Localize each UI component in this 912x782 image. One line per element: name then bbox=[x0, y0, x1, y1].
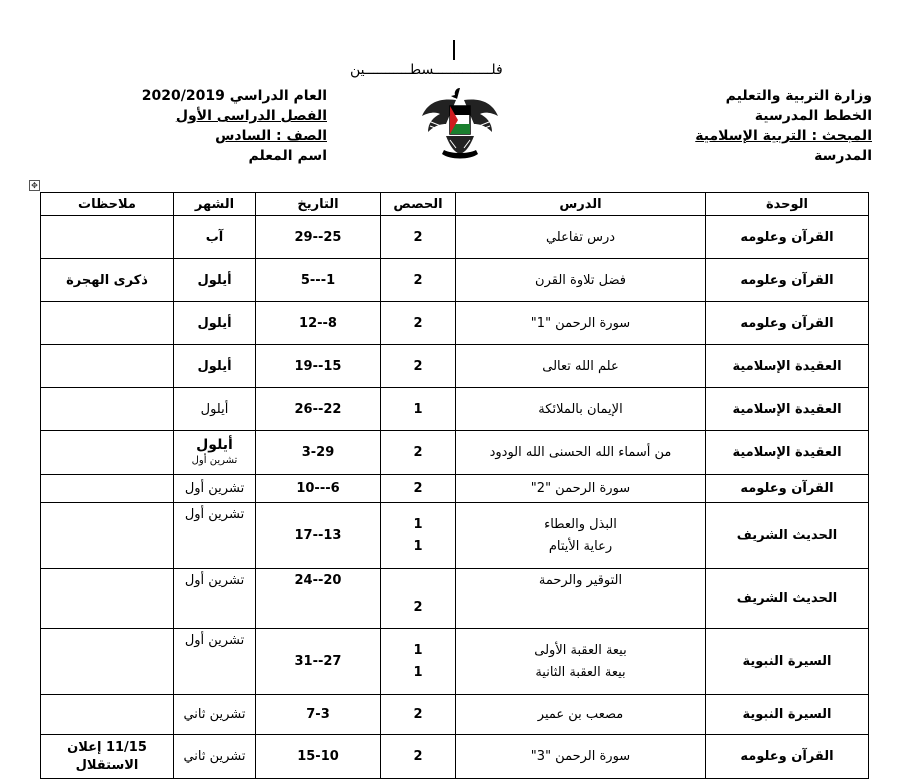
country-title: فلــــــــــــــسطـــــــــــين bbox=[350, 62, 503, 78]
school-label: المدرسة bbox=[814, 148, 872, 164]
periods-line: 1 bbox=[413, 664, 423, 680]
table-row bbox=[41, 629, 869, 695]
table-row bbox=[41, 388, 869, 431]
month-primary: أيلول bbox=[196, 436, 233, 453]
month-cell: تشرين ثاني bbox=[174, 695, 256, 735]
unit-cell: العقيدة الإسلامية bbox=[706, 388, 869, 431]
lesson-line: البذل والعطاء bbox=[544, 516, 617, 532]
notes-cell: 11/15 إعلان الاستقلال bbox=[41, 735, 174, 779]
periods-cell: 2 bbox=[381, 302, 456, 345]
unit-cell: القرآن وعلومه bbox=[706, 302, 869, 345]
lesson-cell: التوقير والرحمة bbox=[456, 569, 706, 629]
unit-cell: السيرة النبوية bbox=[706, 695, 869, 735]
date-cell: 29--25 bbox=[256, 216, 381, 259]
date-cell: 19--15 bbox=[256, 345, 381, 388]
lesson-cell bbox=[456, 629, 706, 695]
month-cell: أيلول bbox=[174, 259, 256, 302]
lesson-line: بيعة العقبة الأولى bbox=[534, 642, 627, 658]
periods-line: 1 bbox=[413, 516, 423, 532]
lesson-line: رعاية الأيتام bbox=[548, 538, 613, 554]
lesson-cell: علم الله تعالى bbox=[456, 345, 706, 388]
plan-title: الخطط المدرسية bbox=[754, 108, 872, 124]
column-header-notes: ملاحظات bbox=[41, 193, 174, 216]
table-header-row bbox=[41, 193, 869, 216]
periods-cell: 2 bbox=[381, 735, 456, 779]
date-cell: 24--20 bbox=[256, 569, 381, 629]
notes-cell bbox=[41, 388, 174, 431]
unit-cell: القرآن وعلومه bbox=[706, 475, 869, 503]
periods-cell: 2 bbox=[381, 695, 456, 735]
notes-cell bbox=[41, 302, 174, 345]
ministry-label: وزارة التربية والتعليم bbox=[725, 88, 872, 104]
month-cell: أيلول bbox=[174, 302, 256, 345]
column-header-date: التاريخ bbox=[256, 193, 381, 216]
notes-cell bbox=[41, 475, 174, 503]
lesson-line: بيعة العقبة الثانية bbox=[535, 664, 626, 680]
month-cell: أيلول bbox=[174, 345, 256, 388]
notes-cell: ذكرى الهجرة bbox=[41, 259, 174, 302]
teacher-label: اسم المعلم bbox=[248, 148, 327, 164]
table-row bbox=[41, 569, 869, 629]
notes-cell bbox=[41, 629, 174, 695]
date-cell: 31--27 bbox=[256, 629, 381, 695]
table-row bbox=[41, 431, 869, 475]
column-header-periods: الحصص bbox=[381, 193, 456, 216]
eagle-emblem-logo bbox=[420, 82, 500, 164]
date-cell: 5---1 bbox=[256, 259, 381, 302]
unit-cell: الحديث الشريف bbox=[706, 503, 869, 569]
periods-line: 1 bbox=[413, 538, 423, 554]
unit-cell: العقيدة الإسلامية bbox=[706, 345, 869, 388]
column-header-unit: الوحدة bbox=[706, 193, 869, 216]
periods-cell: 1 bbox=[381, 388, 456, 431]
unit-cell: القرآن وعلومه bbox=[706, 216, 869, 259]
month-secondary: تشرين أول bbox=[191, 454, 238, 466]
periods-cell: 2 bbox=[381, 569, 456, 629]
grade-label: الصف : السادس bbox=[215, 128, 327, 144]
periods-cell bbox=[381, 629, 456, 695]
date-cell: 15-10 bbox=[256, 735, 381, 779]
date-cell: 12--8 bbox=[256, 302, 381, 345]
table-row bbox=[41, 345, 869, 388]
notes-cell bbox=[41, 695, 174, 735]
table-row bbox=[41, 475, 869, 503]
table-row bbox=[41, 695, 869, 735]
month-cell: تشرين أول bbox=[174, 503, 256, 569]
unit-cell: السيرة النبوية bbox=[706, 629, 869, 695]
periods-cell: 2 bbox=[381, 259, 456, 302]
unit-cell: العقيدة الإسلامية bbox=[706, 431, 869, 475]
periods-line: 1 bbox=[413, 642, 423, 658]
lesson-cell bbox=[456, 503, 706, 569]
date-cell: 3-29 bbox=[256, 431, 381, 475]
lesson-cell: فضل تلاوة القرن bbox=[456, 259, 706, 302]
table-row bbox=[41, 259, 869, 302]
notes-cell bbox=[41, 569, 174, 629]
month-cell: تشرين أول bbox=[174, 569, 256, 629]
month-cell: آب bbox=[174, 216, 256, 259]
notes-cell bbox=[41, 503, 174, 569]
month-cell: أيلول bbox=[174, 388, 256, 431]
table-move-handle-icon[interactable]: ✥ bbox=[29, 180, 40, 191]
unit-cell: الحديث الشريف bbox=[706, 569, 869, 629]
academic-year: العام الدراسي 2020/2019 bbox=[141, 88, 327, 104]
unit-cell: القرآن وعلومه bbox=[706, 259, 869, 302]
table-row bbox=[41, 216, 869, 259]
periods-cell bbox=[381, 503, 456, 569]
table-row bbox=[41, 503, 869, 569]
lesson-cell: سورة الرحمن "1" bbox=[456, 302, 706, 345]
periods-cell: 2 bbox=[381, 216, 456, 259]
date-cell: 17--13 bbox=[256, 503, 381, 569]
column-header-lesson: الدرس bbox=[456, 193, 706, 216]
month-cell: تشرين أول bbox=[174, 475, 256, 503]
month-cell: تشرين أول bbox=[174, 629, 256, 695]
lesson-cell: سورة الرحمن "2" bbox=[456, 475, 706, 503]
column-header-month: الشهر bbox=[174, 193, 256, 216]
periods-cell: 2 bbox=[381, 431, 456, 475]
month-cell: تشرين ثاني bbox=[174, 735, 256, 779]
lesson-cell: مصعب بن عمير bbox=[456, 695, 706, 735]
semester-label: الفصل الدراسى الأول bbox=[175, 108, 327, 124]
month-cell bbox=[174, 431, 256, 475]
lesson-cell: من أسماء الله الحسنى الله الودود bbox=[456, 431, 706, 475]
lesson-plan-table bbox=[40, 192, 869, 779]
periods-cell: 2 bbox=[381, 475, 456, 503]
date-cell: 7-3 bbox=[256, 695, 381, 735]
subject-label: المبحث : التربية الإسلامية bbox=[695, 128, 872, 144]
date-cell: 10---6 bbox=[256, 475, 381, 503]
lesson-cell: درس تفاعلي bbox=[456, 216, 706, 259]
date-cell: 26--22 bbox=[256, 388, 381, 431]
lesson-cell: سورة الرحمن "3" bbox=[456, 735, 706, 779]
unit-cell: القرآن وعلومه bbox=[706, 735, 869, 779]
notes-cell bbox=[41, 345, 174, 388]
table-row bbox=[41, 302, 869, 345]
table-row bbox=[41, 735, 869, 779]
periods-cell: 2 bbox=[381, 345, 456, 388]
lesson-cell: الإيمان بالملائكة bbox=[456, 388, 706, 431]
notes-cell bbox=[41, 216, 174, 259]
text-cursor bbox=[453, 40, 455, 60]
notes-cell bbox=[41, 431, 174, 475]
